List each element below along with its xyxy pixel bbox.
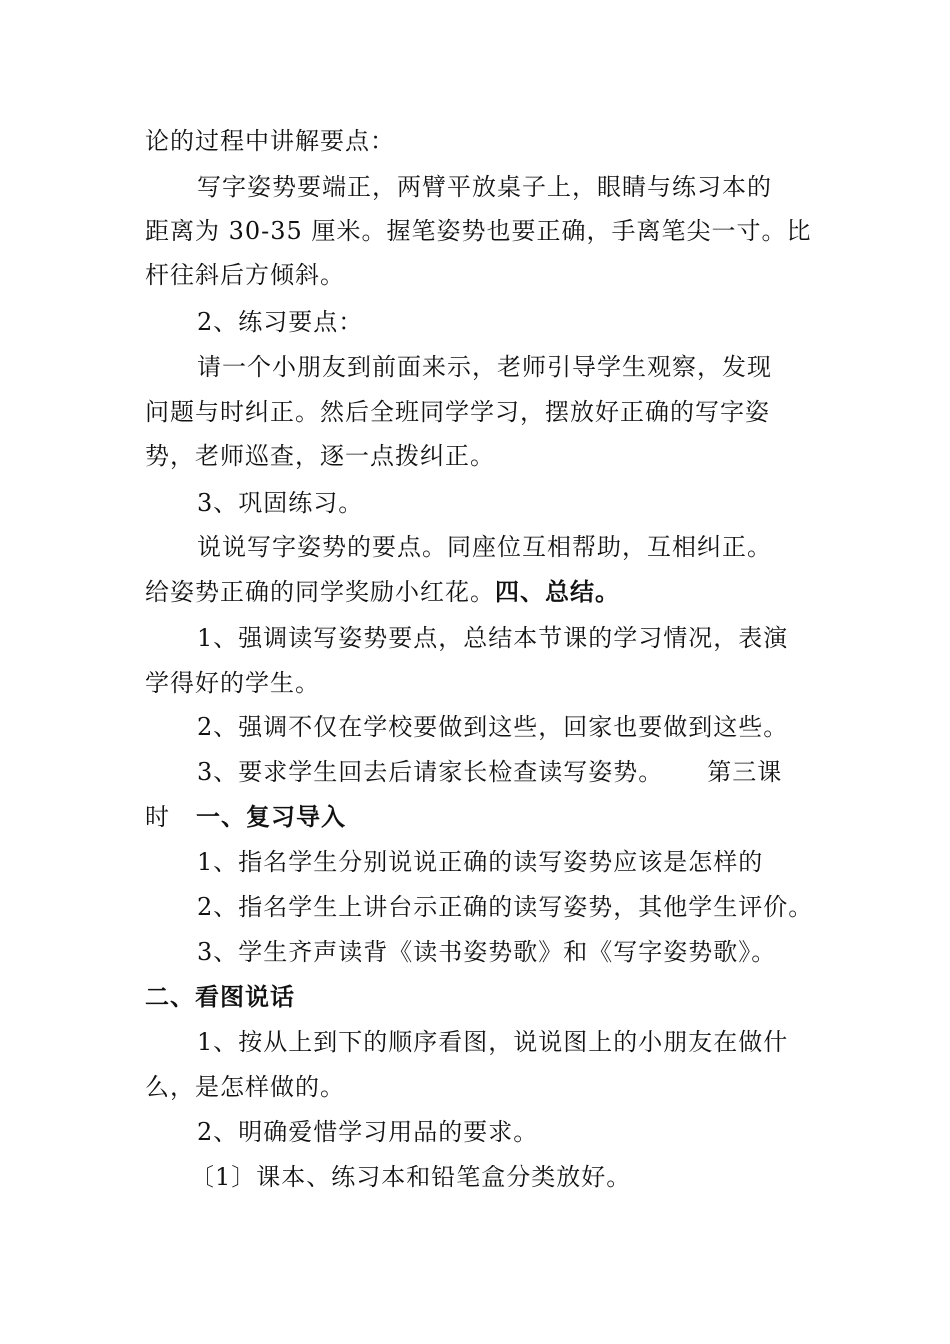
text-span: 时 [145, 803, 170, 831]
text-span: 第三课 [707, 758, 783, 786]
text-line: 3、学生齐声读背《读书姿势歌》和《写字姿势歌》。 [197, 938, 777, 966]
text-line: 1、强调读写姿势要点，总结本节课的学习情况，表演 [197, 624, 789, 652]
text-line: 距离为 30-35 厘米。握笔姿势也要正确，手离笔尖一寸。比 [145, 217, 812, 245]
text-line: 写字姿势要端正，两臂平放桌子上，眼睛与练习本的 [197, 173, 772, 201]
text-line: 杆往斜后方倾斜。 [145, 261, 345, 289]
text-line: 2、强调不仅在学校要做到这些，回家也要做到这些。 [197, 713, 789, 741]
text-line: 2、明确爱惜学习用品的要求。 [197, 1118, 539, 1146]
text-line: 么，是怎样做的。 [145, 1073, 345, 1101]
section-heading: 一、复习导入 [196, 802, 346, 831]
text-line: 学得好的学生。 [145, 669, 320, 697]
text-line: 势，老师巡查，逐一点拨纠正。 [145, 442, 495, 470]
text-line: 2、练习要点： [197, 308, 364, 336]
text-span: 3、要求学生回去后请家长检查读写姿势。 [197, 758, 664, 786]
text-line: 2、指名学生上讲台示正确的读写姿势，其他学生评价。 [197, 893, 814, 921]
text-line: 1、按从上到下的顺序看图，说说图上的小朋友在做什 [197, 1028, 789, 1056]
text-line [145, 802, 346, 832]
text-line [145, 577, 620, 607]
section-heading: 四、总结。 [495, 577, 620, 606]
text-line: 问题与时纠正。然后全班同学学习，摆放好正确的写字姿 [145, 398, 770, 426]
text-line: 论的过程中讲解要点： [145, 127, 395, 155]
section-heading: 二、看图说话 [145, 982, 295, 1011]
text-span: 给姿势正确的同学奖励小红花。 [145, 578, 495, 606]
text-line: 3、巩固练习。 [197, 489, 364, 517]
text-line: 请一个小朋友到前面来示，老师引导学生观察，发现 [197, 353, 772, 381]
text-line: 〔1〕课本、练习本和铅笔盒分类放好。 [190, 1163, 632, 1191]
text-line: 说说写字姿势的要点。同座位互相帮助，互相纠正。 [197, 533, 772, 561]
text-line [197, 757, 782, 787]
text-line: 1、指名学生分别说说正确的读写姿势应该是怎样的 [197, 848, 764, 876]
